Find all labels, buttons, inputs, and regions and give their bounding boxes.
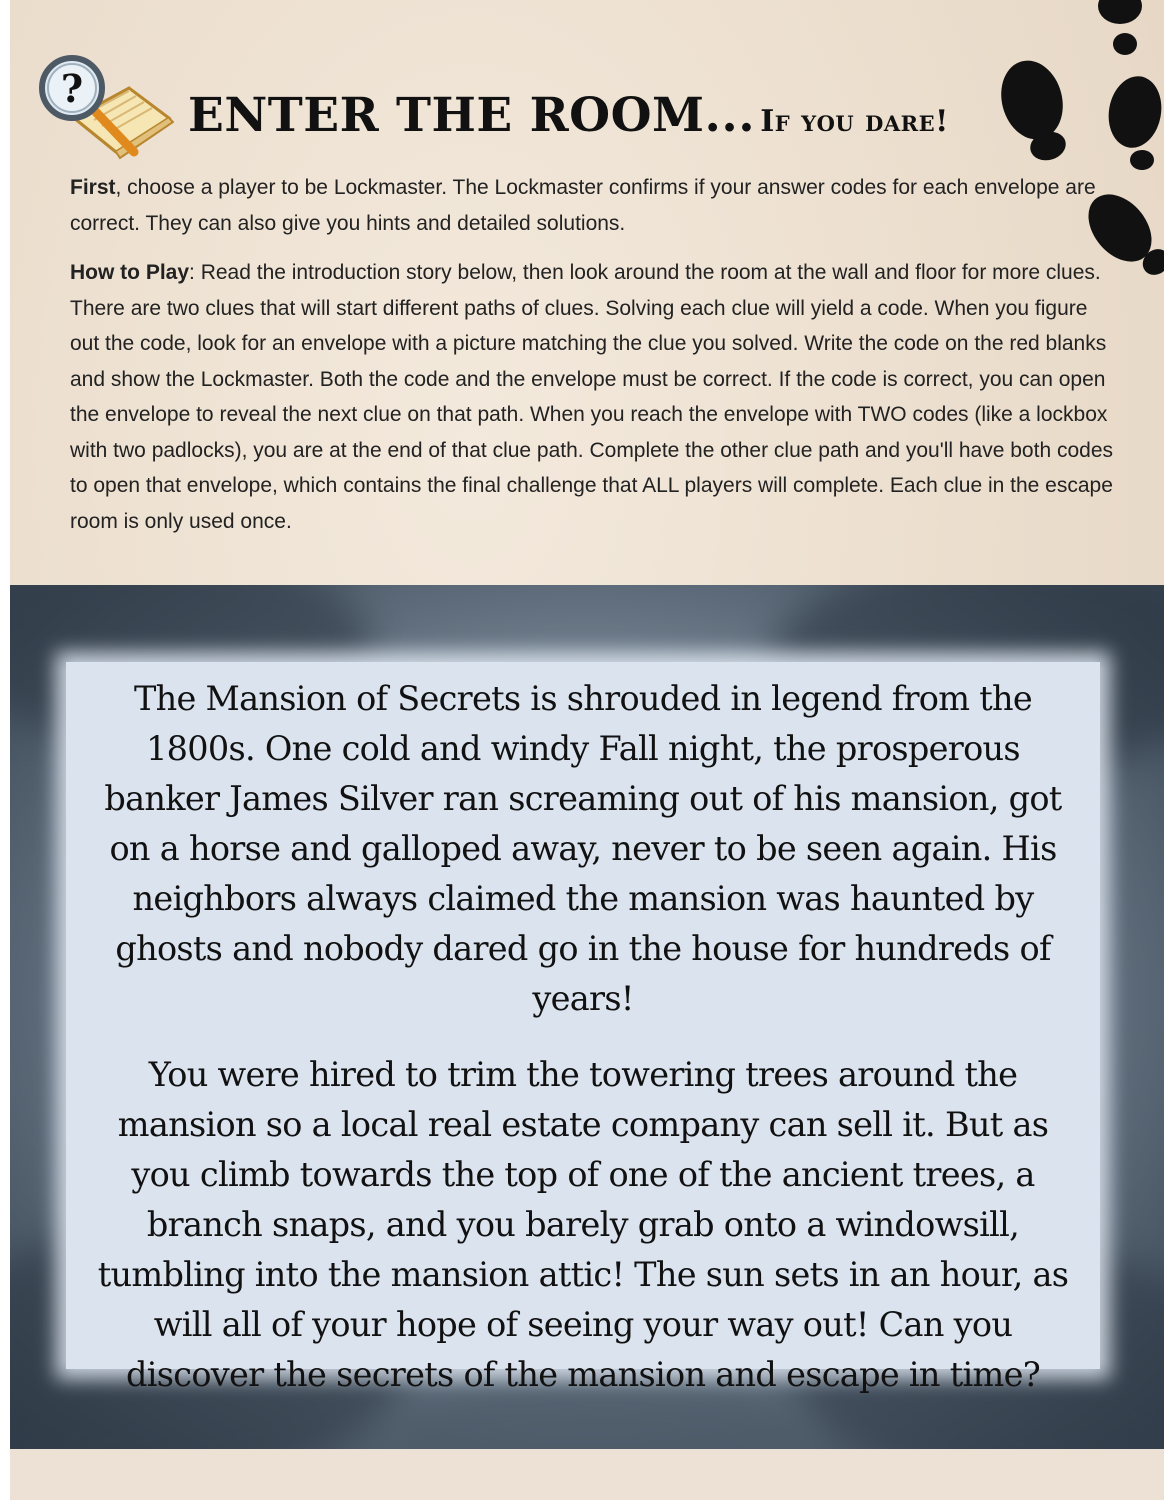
book-magnifier-question-icon [34,48,174,163]
story-paragraph-1: The Mansion of Secrets is shrouded in legend from the 1800s. One cold and windy Fall night, the prosperous banker James Silver ran screaming out of his mansion, got on a horse and galloped away, never to be seen again. His neighbors always claimed the mansion was haunted by ghosts and nobody dared go in the house for hundreds of years! [104,679,1062,1018]
first-text: , choose a player to be Lockmaster. The Lockmaster confirms if your answer codes for each envelope are correct. They can also give you hints and detailed solutions. [70,176,1096,235]
title-sub: If you dare! [760,104,949,139]
instructions [70,170,1120,553]
first-paragraph [70,170,1120,241]
howto-paragraph [70,255,1120,539]
howto-label: How to Play [70,261,190,284]
title-main: ENTER THE ROOM... [188,88,756,143]
svg-text:?: ? [60,66,84,111]
story-paragraph-2: You were hired to trim the towering trees around the mansion so a local real estate company can sell it. But as you climb towards the top of one of the ancient trees, a branch snaps, and you barely grab onto a windowsill, tumbling into the mansion attic! The sun sets in an hour, as will all of your hope of seeing your way out! Can you discover the secrets of the mansion and escape in time? [97,1055,1069,1394]
story-text [86,674,1080,1426]
page-title [188,88,949,143]
howto-text: : Read the introduction story below, then look around the room at the wall and floor for more clues. There are two clues that will start different paths of clues. Solving each clue will yield a code. When you figure out the code, look for an envelope with a picture matching the clue you solved. Write the code on the red blanks and show the Lockmaster. Both the code and the envelope must be correct. If the code is correct, you can open the envelope to reveal the next clue on that path. When you reach the envelope with TWO codes (like a lockbox with two padlocks), you are at the end of that clue path. Complete the other clue path and you'll have both codes to open that envelope, which contains the final challenge that ALL players will complete. Each clue in the escape room is only used once. [70,261,1113,533]
bottom-margin [10,1449,1164,1500]
story-section [10,585,1164,1449]
story-box [66,662,1100,1394]
page [10,0,1164,1500]
first-label: First [70,176,116,199]
